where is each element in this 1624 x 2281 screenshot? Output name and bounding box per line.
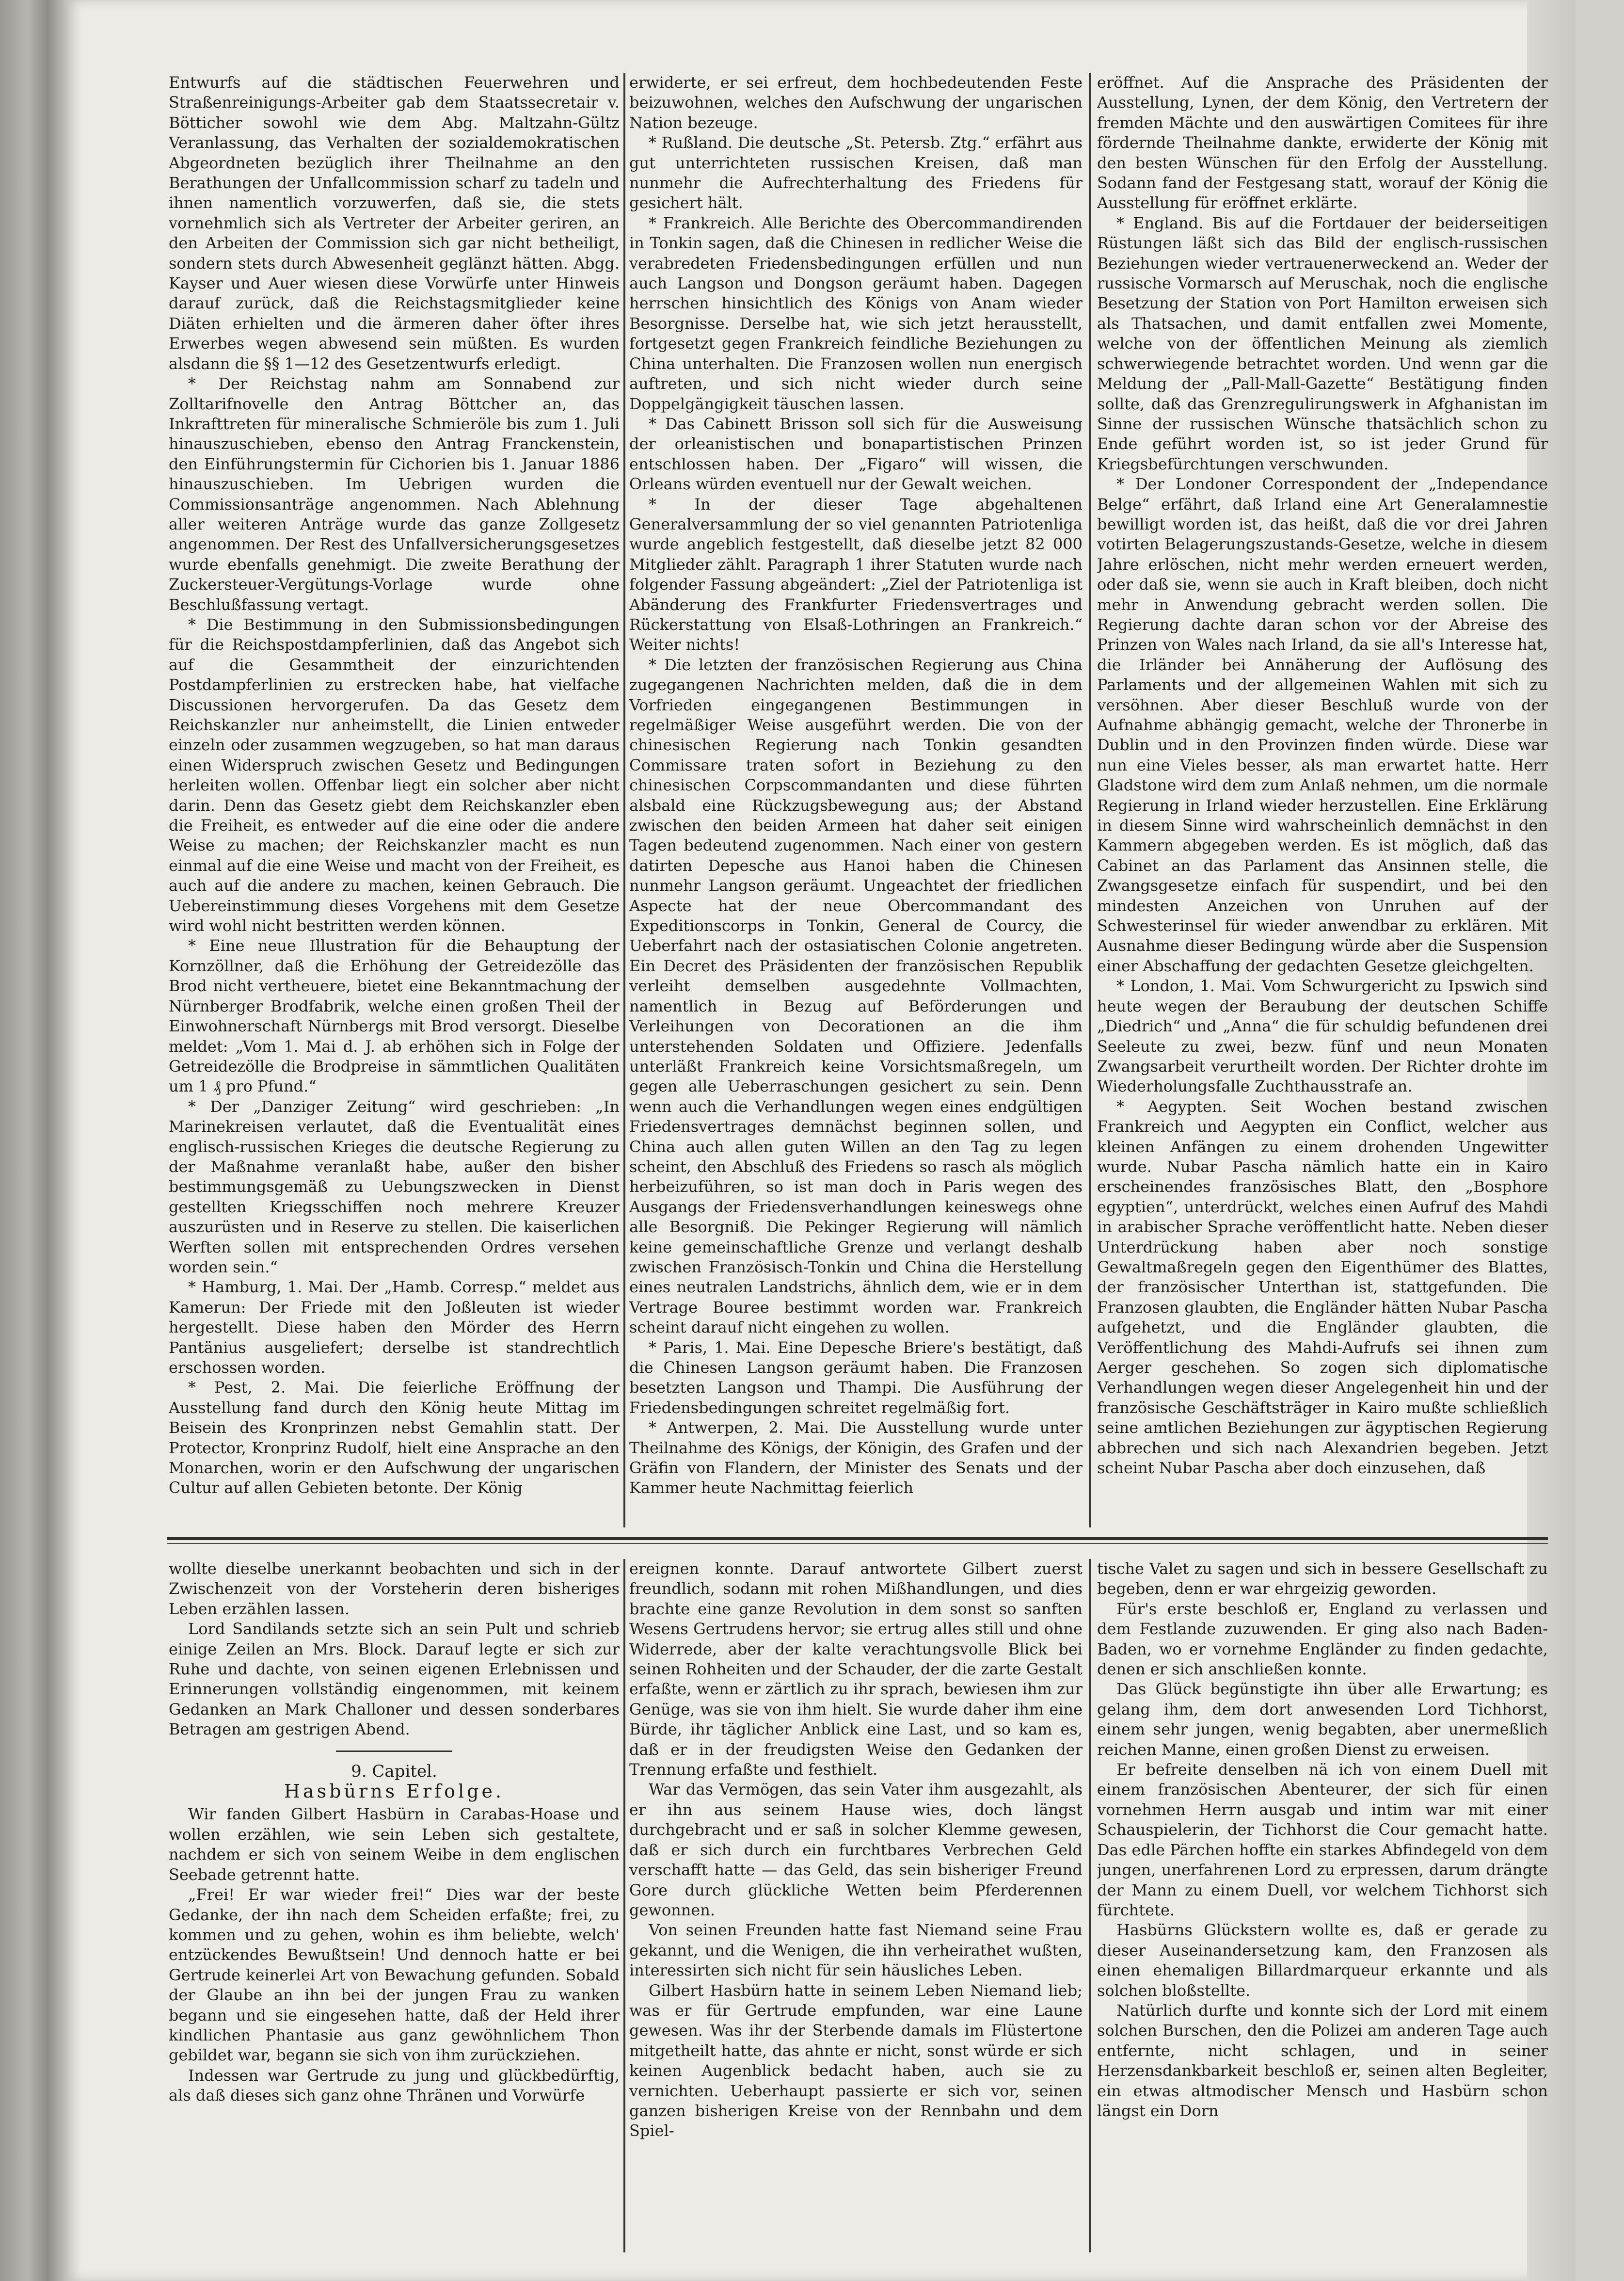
news-paragraph: * Hamburg, 1. Mai. Der „Hamb. Corresp.“ meldet aus Kamerun: Der Friede mit den Joßleuten ist wieder hergestellt. Diese haben den Mörder des Herrn Pantänius ausgeliefert; derselbe ist standrechtlich erschossen worden. [169,1278,620,1377]
news-paragraph: eröffnet. Auf die Ansprache des Präsidenten der Ausstellung, Lynen, der dem König, den Vertretern der fremden Mächte und den auswärtigen Comitees für ihre fördernde Theilnahme dankte, erwiderte der König mit den besten Wünschen für den Erfolg der Ausstellung. Sodann fand der Festgesang statt, worauf der König die Ausstellung für eröffnet erklärte. [1097,73,1548,212]
news-column-3 [1097,73,1548,1527]
column-divider [623,1559,625,2252]
news-column-2 [629,73,1083,1527]
news-paragraph: * Der Reichstag nahm am Sonnabend zur Zolltarifnovelle den Antrag Böttcher an, das Inkrafttreten für mineralische Schmieröle bis zum 1. Juli hinauszuschieben, ebenso den Antrag Franckenstein, den Einführungstermin für Cichorien bis 1. Januar 1886 hinauszuschieben. Im Uebrigen wurden die Commissionsanträge angenommen. Nach Ablehnung aller weiteren Anträge wurde das ganze Zollgesetz angenommen. Der Rest des Unfallversicherungsgesetzes wurde ebenfalls genehmigt. Die zweite Berathung der Zuckersteuer-Vergütungs-Vorlage wurde ohne Beschlußfassung vertagt. [169,374,620,614]
story-paragraph: Für's erste beschloß er, England zu verlassen und dem Festlande zuzuwenden. Er ging also nach Baden-Baden, wo er vornehme Engländer zu finden gedachte, denen er sich anschließen konnte. [1097,1599,1548,1679]
feuilleton-column-3 [1097,1559,1548,2252]
news-paragraph: * Der „Danziger Zeitung“ wird geschrieben: „In Marinekreisen verlautet, daß die Eventualität eines englisch-russischen Krieges die deutsche Regierung zu der Maßnahme veranlaßt habe, außer den bisher bestimmungsgemäß zu Uebungszwecken in Dienst gestellten Kriegsschiffen noch mehrere Kreuzer auszurüsten und in Reserve zu stellen. Die kaiserlichen Werften sollen mit entsprechenden Ordres versehen worden sein.“ [169,1097,620,1276]
news-paragraph: * In der dieser Tage abgehaltenen Generalversammlung der so viel genannten Patriotenliga wurde angeblich festgestellt, daß dieselbe jetzt 82 000 Mitglieder zählt. Paragraph 1 ihrer Statuten wurde nach folgender Fassung abgeändert: „Ziel der Patriotenliga ist Abänderung des Frankfurter Friedensvertrages und Rückerstattung von Elsaß-Lothringen an Frankreich.“ Weiter nichts! [629,495,1083,654]
column-divider [1089,1559,1091,2252]
story-paragraph: Lord Sandilands setzte sich an sein Pult und schrieb einige Zeilen an Mrs. Block. Darauf legte er sich zur Ruhe und dachte, von seinen eigenen Erlebnissen und Erinnerungen vollständig eingenommen, mit keinem Gedanken an Mark Challoner und dessen sonderbares Betragen am gestrigen Abend. [169,1620,620,1739]
story-paragraph: wollte dieselbe unerkannt beobachten und sich in der Zwischenzeit von der Vorsteherin deren bisheriges Leben erzählen lassen. [169,1559,620,1618]
news-paragraph: * Antwerpen, 2. Mai. Die Ausstellung wurde unter Theilnahme des Königs, der Königin, des Grafen und der Gräfin von Flandern, der Minister des Senats und der Kammer heute Nachmittag feierlich [629,1418,1083,1497]
story-paragraph: tische Valet zu sagen und sich in bessere Gesellschaft zu begeben, denn er war ehrgeizig geworden. [1097,1559,1548,1598]
news-paragraph: * Paris, 1. Mai. Eine Depesche Briere's bestätigt, daß die Chinesen Langson geräumt haben. Die Franzosen besetzten Langson und Thampi. Die Ausführung der Friedensbedingungen schreitet regelmäßig fort. [629,1338,1083,1417]
story-paragraph: Hasbürns Glückstern wollte es, daß er gerade zu dieser Auseinandersetzung kam, den Franzosen als einen ehemaligen Billardmarqueur erkannte und als solchen bloßstellte. [1097,1921,1548,2000]
news-paragraph: * Das Cabinett Brisson soll sich für die Ausweisung der orleanistischen und bonapartistischen Prinzen entschlossen haben. Der „Figaro“ will wissen, die Orleans würden eventuell nur der Gewalt weichen. [629,414,1083,494]
news-paragraph: erwiderte, er sei erfreut, dem hochbedeutenden Feste beizuwohnen, welches den Aufschwung der ungarischen Nation bezeuge. [629,73,1083,132]
news-paragraph: * Pest, 2. Mai. Die feierliche Eröffnung der Ausstellung fand durch den König heute Mittag im Beisein des Kronprinzen nebst Gemahlin statt. Der Protector, Kronprinz Rudolf, hielt eine Ansprache an den Monarchen, worin er den Aufschwung der ungarischen Cultur auf allen Gebieten betonte. Der König [169,1378,620,1497]
story-paragraph: „Frei! Er war wieder frei!“ Dies war der beste Gedanke, der ihn nach dem Scheiden erfaßte; frei, zu kommen und zu gehen, wohin es ihm beliebte, welch' entzückendes Bewußtsein! Und dennoch hatte er bei Gertrude keinerlei Art von Bewachung gefunden. Sobald der Glaube an ihn bei der jungen Frau zu wanken begann und sie eingesehen hatte, daß der Held ihrer kindlichen Phantasie aus ganz gewöhnlichem Thon gebildet war, begann sie sich von ihm zurückziehen. [169,1885,620,2065]
feuilleton-separator [167,1537,1548,1540]
book-binding [0,0,68,2281]
chapter-title: Hasbürns Erfolge. [284,1781,505,1802]
news-paragraph: * Die letzten der französischen Regierung aus China zugegangenen Nachrichten melden, daß die in dem Vorfrieden eingegangenen Bestimmungen in regelmäßiger Weise ausgeführt werden. Die von der chinesischen Regierung nach Tonkin gesandten Commissare traten sofort in Beziehung zu den chinesischen Corpscommandanten und diese führten alsbald eine Rückzugsbewegung aus; der Abstand zwischen den beiden Armeen hat daher seit einigen Tagen bedeutend zugenommen. Nach einer von gestern datirten Depesche aus Hanoi haben die Chinesen nunmehr Langson geräumt. Ungeachtet der friedlichen Aspecte hat der neue Obercommandant des Expeditionscorps in Tonkin, General de Courcy, die Ueberfahrt nach der ostasiatischen Colonie angetreten. Ein Decret des Präsidenten der französischen Republik verleiht demselben ausgedehnte Vollmachten, namentlich in Bezug auf Beförderungen und Verleihungen von Decorationen an die ihm unterstehenden Soldaten und Offiziere. Jedenfalls unterläßt Frankreich keine Vorsichtsmaßregeln, um gegen alle Ueberraschungen gesichert zu sein. Denn wenn auch die Verhandlungen wegen eines endgültigen Friedensvertrages demnächst beginnen sollen, und China auch allen guten Willen an den Tag zu legen scheint, den Abschluß des Friedens so rasch als möglich herbeizuführen, so ist man doch in Paris wegen des Ausgangs der Friedensverhandlungen keineswegs ohne alle Besorgniß. Die Pekinger Regierung will nämlich keine gemeinschaftliche Grenze und verlangt deshalb zwischen Französisch-Tonkin und China die Herstellung eines neutralen Landstrichs, ähnlich dem, wie er in dem Vertrage Bouree bestimmt worden war. Frankreich scheint darauf nicht eingehen zu wollen. [629,655,1083,1337]
feuilleton-column-1 [169,1559,620,2252]
chapter-separator [336,1751,452,1752]
news-column-1 [169,73,620,1527]
story-paragraph: ereignen konnte. Darauf antwortete Gilbert zuerst freundlich, sodann mit rohen Mißhandlungen, und dies brachte eine ganze Revolution in dem sonst so sanften Wesens Gertrudens hervor; sie ertrug alles still und ohne Widerrede, aber der kalte verachtungsvolle Blick bei seinen Rohheiten und der Schauder, der die zarte Gestalt erfaßte, wenn er zärtlich zu ihr sprach, bewiesen ihm zur Genüge, was sie von ihm hielt. Sie wurde daher ihm eine Bürde, ihr täglicher Anblick eine Last, und so kam es, daß er in der freudigsten Weise den Gedanken der Trennung erfaßte und festhielt. [629,1559,1083,1779]
news-paragraph: * Der Londoner Correspondent der „Independance Belge“ erfährt, daß Irland eine Art Generalamnestie bewilligt worden ist, das heißt, daß die vor drei Jahren votirten Belagerungszustands-Gesetze, welche in diesem Jahre erlöschen, nicht mehr werden erneuert werden, oder daß sie, wenn sie auch in Kraft bleiben, doch nicht mehr in Anwendung gebracht werden sollen. Die Regierung dachte daran schon vor der Abreise des Prinzen von Wales nach Irland, da sie all's Interesse hat, die Irländer bei Annäherung der Auflösung des Parlaments und der allgemeinen Wahlen mit sich zu versöhnen. Aber dieser Beschluß wurde von der Aufnahme abhängig gemacht, welche der Thronerbe in Dublin und in den Provinzen finden würde. Diese war nun eine Vieles besser, als man erwartet hatte. Herr Gladstone wird dem zum Anlaß nehmen, um die normale Regierung in Irland wieder herzustellen. Eine Erklärung in diesem Sinne wird wahrscheinlich demnächst in den Kammern abgegeben werden. Es ist möglich, daß das Cabinet an das Parlament das Ansinnen stelle, die Zwangsgesetze einfach für suspendirt, und bei den mindesten Anzeichen von Unruhen auf der Schwesterinsel für wieder anwendbar zu erklären. Mit Ausnahme dieser Bedingung würde aber die Suspension einer Abschaffung der gedachten Gesetze gleichgelten. [1097,475,1548,975]
news-paragraph: * Aegypten. Seit Wochen bestand zwischen Frankreich und Aegypten ein Conflict, welcher aus kleinen Anfängen zu einem drohenden Ungewitter wurde. Nubar Pascha nämlich hatte ein in Kairo erscheinendes französisches Blatt, den „Bosphore egyptien“, unterdrückt, welches einen Aufruf des Mahdi in arabischer Sprache veröffentlicht hatte. Neben dieser Unterdrückung haben aber noch sonstige Gewaltmaßregeln gegen den Eigenthümer des Blattes, der französischer Unterthan ist, stattgefunden. Die Franzosen glaubten, die Engländer hätten Nubar Pascha aufgehetzt, und die Engländer glaubten, die Veröffentlichung des Mahdi-Aufrufs sei ihnen zum Aerger geschehen. So zogen sich diplomatische Verhandlungen wegen dieser Angelegenheit hin und der französische Geschäftsträger in Kairo mußte schließlich seine amtlichen Beziehungen zur ägyptischen Regierung abbrechen und sich nach Alexandrien begeben. Jetzt scheint Nubar Pascha aber doch einzusehen, daß [1097,1097,1548,1478]
column-divider [1089,73,1091,1527]
story-paragraph: Indessen war Gertrude zu jung und glückbedürftig, als daß dieses sich ganz ohne Thränen und Vorwürfe [169,2066,620,2105]
feuilleton-separator-thin [167,1543,1548,1544]
story-paragraph: War das Vermögen, das sein Vater ihm ausgezahlt, als er ihn aus seinem Hause wies, doch längst durchgebracht und er saß in solcher Klemme gewesen, daß er sich durch ein furchtbares Verbrechen Geld verschafft hatte — das Geld, das sein bisheriger Freund Gore durch glückliche Wetten beim Pferderennen gewonnen. [629,1780,1083,1919]
news-paragraph: * Eine neue Illustration für die Behauptung der Kornzöllner, daß die Erhöhung der Getreidezölle das Brod nicht vertheuere, bietet eine Bekanntmachung der Nürnberger Brodfabrik, welche einen großen Theil der Einwohnerschaft Nürnbergs mit Brod versorgt. Dieselbe meldet: „Vom 1. Mai d. J. ab erhöhen sich in Folge der Getreidezölle die Brodpreise in sämmtlichen Qualitäten um 1 ₰ pro Pfund.“ [169,936,620,1096]
chapter-number: 9. Capitel. [351,1761,437,1781]
news-paragraph: * England. Bis auf die Fortdauer der beiderseitigen Rüstungen läßt sich das Bild der englisch-russischen Beziehungen wieder vertrauenerweckend an. Weder der russische Vormarsch auf Meruschak, noch die englische Besetzung der Station von Port Hamilton erweisen sich als Thatsachen, und damit entfallen zwei Momente, welche von der öffentlichen Meinung als ziemlich schwerwiegende betrachtet worden. Und wenn gar die Meldung der „Pall-Mall-Gazette“ Bestätigung finden sollte, daß das Grenzregulirungswerk in Afghanistan im Sinne der russischen Wünsche thatsächlich schon zu Ende geführt worden ist, so ist jeder Grund für Kriegsbefürchtungen verschwunden. [1097,213,1548,473]
story-paragraph: Von seinen Freunden hatte fast Niemand seine Frau gekannt, und die Wenigen, die ihn verheirathet wußten, interessirten sich nicht für sein häusliches Leben. [629,1921,1083,1980]
feuilleton-column-2 [629,1559,1083,2252]
story-paragraph: Wir fanden Gilbert Hasbürn in Carabas-Hoase und wollen erzählen, wie sein Leben sich gestaltete, nachdem er sich von seinem Weibe in dem englischen Seebade getrennt hatte. [169,1805,620,1884]
news-paragraph: * Die Bestimmung in den Submissionsbedingungen für die Reichspostdampferlinien, daß das Angebot sich auf die Gesammtheit der einzurichtenden Postdampferlinien zu erstrecken habe, hat vielfache Discussionen hervorgerufen. Da das Gesetz dem Reichskanzler nur anheimstellt, die Linien entweder einzeln oder zusammen wegzugeben, so hat man daraus einen Widerspruch zwischen Gesetz und Bedingungen herleiten wollen. Offenbar liegt ein solcher aber nicht darin. Denn das Gesetz giebt dem Reichskanzler eben die Freiheit, es entweder auf die eine oder die andere Weise zu machen; der Reichskanzler macht es nun einmal auf die eine Weise und macht von der Freiheit, es auch auf die andere zu machen, keinen Gebrauch. Die Uebereinstimmung dieses Vorgehens mit dem Gesetze wird wohl nicht bestritten werden können. [169,615,620,935]
news-paragraph: * London, 1. Mai. Vom Schwurgericht zu Ipswich sind heute wegen der Beraubung der deutschen Schiffe „Diedrich“ und „Anna“ die für schuldig befundenen drei Seeleute zu zwei, bezw. fünf und neun Monaten Zwangsarbeit verurtheilt worden. Der Richter drohte im Wiederholungsfalle Zuchthausstrafe an. [1097,977,1548,1096]
story-paragraph: Natürlich durfte und konnte sich der Lord mit einem solchen Burschen, den die Polizei am anderen Tage auch entfernte, nicht schlagen, und in seiner Herzensdankbarkeit beschloß er, seinen alten Begleiter, ein etwas altmodischer Mensch und Hasbürn schon längst ein Dorn [1097,2001,1548,2120]
news-paragraph: * Frankreich. Alle Berichte des Obercommandirenden in Tonkin sagen, daß die Chinesen in redlicher Weise die verabredeten Friedensbedingungen erfüllen und nun auch Langson und Dongson geräumt haben. Dagegen herrschen hinsichtlich des Königs von Anam wieder Besorgnisse. Derselbe hat, wie sich jetzt herausstellt, fortgesetzt gegen Frankreich feindliche Beziehungen zu China unterhalten. Die Franzosen wollen nun energisch auftreten, und sich nicht wieder durch seine Doppelgängigkeit täuschen lassen. [629,213,1083,413]
news-paragraph: Entwurfs auf die städtischen Feuerwehren und Straßenreinigungs-Arbeiter gab dem Staatssecretair v. Bötticher sowohl wie dem Abg. Maltzahn-Gültz Veranlassung, das Verhalten der sozialdemokratischen Abgeordneten bezüglich ihrer Theilnahme an den Berathungen der Unfallcommission scharf zu tadeln und ihnen namentlich vorzuwerfen, daß sie, die stets vornehmlich sich als Vertreter der Arbeiter geriren, an den Arbeiten der Commission sich gar nicht betheiligt, sondern stets durch Abwesenheit geglänzt hätten. Abgg. Kayser und Auer wiesen diese Vorwürfe unter Hinweis darauf zurück, daß die Reichstagsmitglieder keine Diäten erhielten und die ärmeren daher öfter ihres Erwerbes wegen abwesend sein müßten. Es wurden alsdann die §§ 1—12 des Gesetzentwurfs erledigt. [169,73,620,373]
news-paragraph: * Rußland. Die deutsche „St. Petersb. Ztg.“ erfährt aus gut unterrichteten russischen Kreisen, daß man nunmehr die Aufrechterhaltung des Friedens für gesichert hält. [629,133,1083,212]
column-divider [623,73,625,1527]
story-paragraph: Das Glück begünstigte ihn über alle Erwartung; es gelang ihm, dem dort anwesenden Lord Tichhorst, einem sehr jungen, wenig begabten, aber unermeßlich reichen Manne, einen großen Dienst zu erweisen. [1097,1680,1548,1759]
story-paragraph: Gilbert Hasbürn hatte in seinem Leben Niemand lieb; was er für Gertrude empfunden, war eine Laune gewesen. Was ihr der Sterbende damals im Flüstertone mitgetheilt hatte, das ahnte er nicht, sonst würde er sich keinen Augenblick bedacht haben, auch sie zu vernichten. Ueberhaupt passierte er sich vor, seinen ganzen bisherigen Kreise von der Rennbahn und dem Spiel- [629,1981,1083,2140]
story-paragraph: Er befreite denselben nä ich von einem Duell mit einem französischen Abenteurer, der sich für einen vornehmen Herrn ausgab und intim war mit einer Schauspielerin, der Tichhorst die Cour gemacht hatte. Das edle Pärchen hoffte ein starkes Abfindegeld von dem jungen, unerfahrenen Lord zu erpressen, darum drängte der Mann zu einem Duell, vor welchem Tichhorst sich fürchtete. [1097,1760,1548,1919]
